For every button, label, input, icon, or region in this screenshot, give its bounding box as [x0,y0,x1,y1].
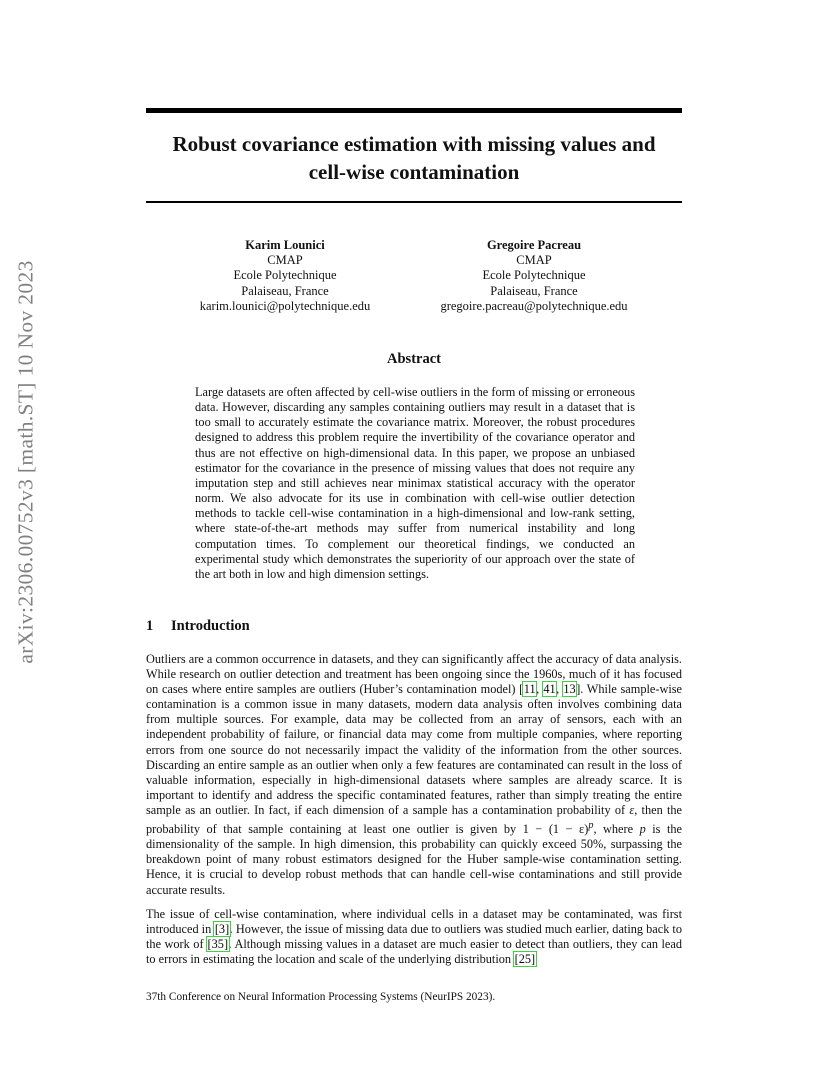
section-number: 1 [146,618,154,634]
text-run: , where [593,822,640,837]
conference-footer: 37th Conference on Neural Information Processing Systems (NeurIPS 2023). [146,991,496,1003]
citation-link[interactable]: [3] [214,922,230,937]
citation-link[interactable]: [25] [514,952,536,967]
citation-link[interactable]: 41 [543,682,556,697]
author-email[interactable]: karim.lounici@polytechnique.edu [199,298,371,313]
paper-title [146,130,682,186]
intro-paragraph-2 [146,907,682,967]
text-run: , surpassing the breakdown point of many robust estimators designed for the Huber sample-wise contamination setting. Hence, it is crucial to develop robust methods that can handle cell-wise contaminations and still provide accurate results. [146,837,683,897]
text-run: ]. [576,682,584,697]
author-block-2 [420,238,648,314]
arxiv-stamp-text: arXiv:2306.00752v3 [math.ST] 10 Nov 2023 [13,260,38,664]
author-affiliation: CMAP [516,253,552,268]
title-rule-bottom [146,201,682,203]
author-location: Palaiseau, France [490,283,578,298]
citation-link[interactable]: [35] [207,937,229,952]
citation-link[interactable]: 13 [563,682,576,697]
section-title: Introduction [171,618,250,634]
title-line-1: Robust covariance estimation with missing values and [172,132,656,156]
title-rule-top [146,108,682,113]
text-run: The issue of cell-wise contamination, where individual cells in a dataset may be contaminated, was first introduced in [146,907,682,937]
author-location: Palaiseau, France [241,283,329,298]
text-run: . However, the issue of missing data due to outliers was studied much earlier, dating back to the work of [146,922,682,952]
author-institution: Ecole Polytechnique [233,268,337,283]
author-name: Karim Lounici [245,238,325,252]
text-run: Outliers are a common occurrence in datasets, and they can significantly affect the accuracy of data analysis. While research on outlier detection and treatment has been ongoing since the 1960s, much of it has focused on cases where entire samples are outliers (Huber’s contamination model) [146,652,682,697]
title-line-2: cell-wise contamination [308,160,520,184]
math-percent: 50% [580,837,604,852]
text-run: is the dimensionality of the sample. In high dimension, this probability can quickly exceed [146,822,683,852]
author-institution: Ecole Polytechnique [482,268,586,283]
author-email[interactable]: gregoire.pacreau@polytechnique.edu [440,298,628,313]
text-run: , then the probability of that sample containing at least one outlier is given by [146,802,683,837]
author-name: Gregoire Pacreau [486,238,582,252]
intro-paragraph-1: Outliers are a common occurrence in datasets, and they can significantly affect the accuracy of data analysis. While research on outlier detection and treatment has been ongoing since the 1960s, much of it has focused on cases where entire samples are outliers (Huber’s contamination model) [11, 41, 13]. While sample-wise contamination is a common issue in many datasets, modern data analysis often involves combining data from multiple sources. For example, data may be collected from an array of sensors, each with an independent probability of failure, or financial data may come from multiple companies, where reporting errors from one source do not necessarily impact the validity of the information from the other sources. Discarding an entire sample as an outlier when only a few features are contaminated can result in the loss of valuable information, especially in high-dimensional datasets where samples are already scarce. It is important to identify and address the specific contaminated features, rather than simply treating the entire sample as an outlier. In fact, if each dimension of a sample has a contamination probability of ε, then the probability of that sample containing at least one outlier is given by $1 - (1 - \varepsilon)^p$, where p is the dimensionality of the sample. In high dimension, this probability can quickly exceed 50%, surpassing the breakdown point of many robust estimators designed for the Huber sample-wise contamination setting. Hence, it is crucial to develop robust methods that can handle cell-wise contaminations and still provide accurate results. [146,652,683,897]
citation-link[interactable]: 11 [523,682,536,697]
math-p: p [639,822,646,837]
abstract-heading: Abstract [387,351,441,367]
math-formula [523,822,594,836]
formula-base: 1 − (1 − ε) [522,822,589,837]
section-heading [146,618,250,635]
text-run: [ [519,682,524,697]
author-block-1 [180,238,390,314]
author-affiliation: CMAP [267,253,303,268]
text-run: . Although missing values in a dataset are much easier to detect than outliers, they can lead to errors in estimating the location and scale of the underlying distribution [146,937,683,967]
formula-exponent: p [588,820,594,832]
text-run: While sample-wise contamination is a common issue in many datasets, modern data analysis often involves combining data from multiple sources. For example, data may be collected from an array of sensors, each with an independent probability of failure, or financial data may come from multiple companies, where reporting errors from one source do not necessarily impact the validity of the information from the other sources. Discarding an entire sample as an outlier when only a few features are contaminated can result in the loss of valuable information, especially in high-dimensional datasets where samples are already scarce. It is important to identify and address the specific contaminated features, rather than simply treating the entire sample as an outlier. In fact, if each dimension of a sample has a contamination probability of [146,682,682,817]
abstract-text: Large datasets are often affected by cell-wise outliers in the form of missing or erroneous data. However, discarding any samples containing outliers may result in a dataset that is too small to accurately estimate the covariance matrix. Moreover, the robust procedures designed to address this problem require the invertibility of the covariance operator and thus are not effective on high-dimensional data. In this paper, we propose an unbiased estimator for the covariance in the presence of missing values that does not require any imputation step and still achieves near minimax statistical accuracy with the operator norm. We also advocate for its use in combination with cell-wise outlier detection methods to tackle cell-wise contamination in a high-dimensional and low-rank setting, where state-of-the-art methods may suffer from numerical instability and long computation times. To complement our theoretical findings, we conducted an experimental study which demonstrates the superiority of our approach over the state of the art both in low and high dimension settings. [195,385,635,581]
math-epsilon: ε [629,802,635,817]
